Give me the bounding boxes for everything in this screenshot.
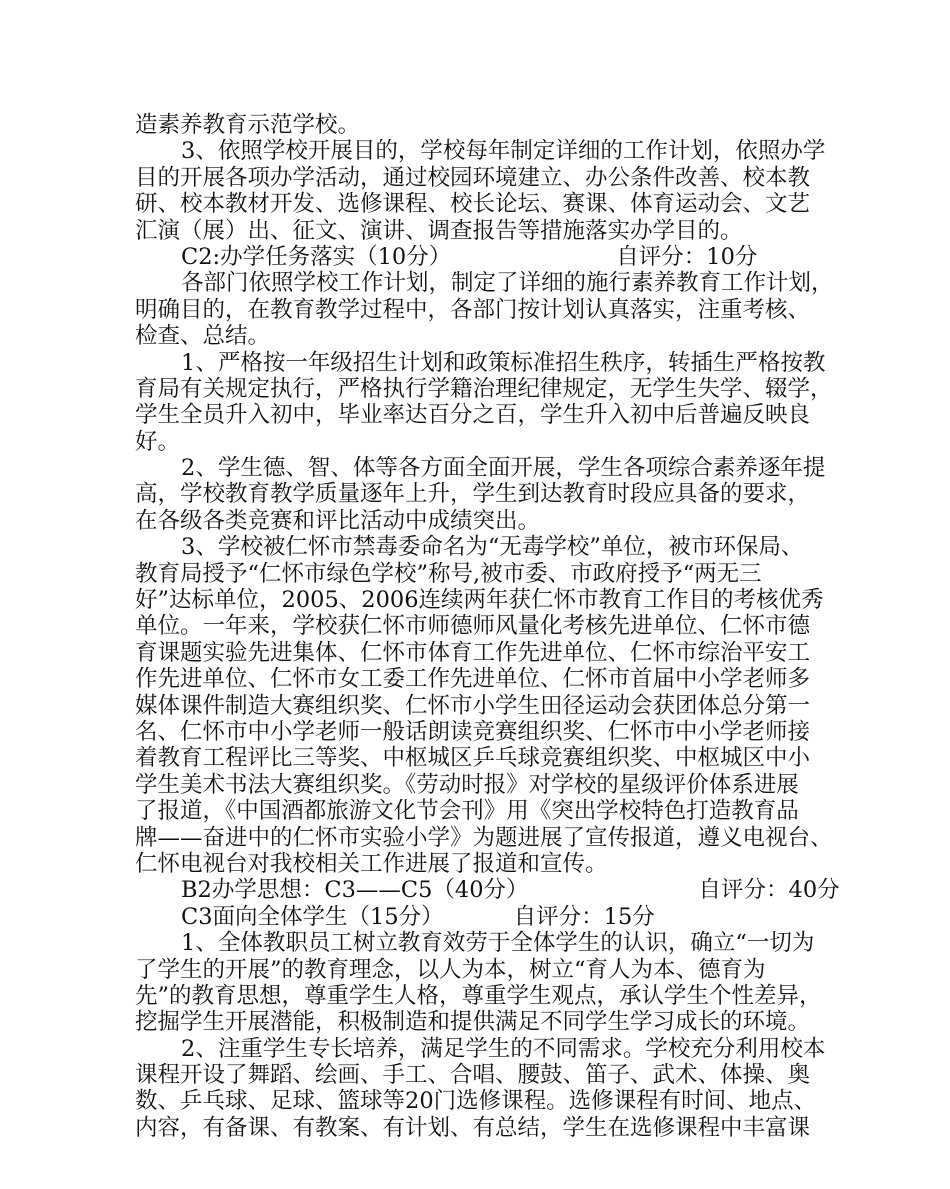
line-text: 明确目的，在教育教学过程中，各部门按计划认真落实，注重考核、 — [135, 296, 811, 323]
text-line — [135, 270, 834, 297]
line-text: 作先进单位、仁怀市女工委工作先进单位、仁怀市首届中小学老师多 — [135, 666, 811, 693]
line-text: 高，学校教育教学质量逐年上升，学生到达教育时段应具备的要求， — [135, 481, 811, 508]
line-text: B2办学思想：C3——C5（40分） — [181, 877, 529, 904]
line-text: 好”达标单位，2005、2006连续两年获仁怀市教育工作目的考核优秀 — [135, 587, 824, 614]
self-score: 自评分：10分 — [616, 243, 758, 270]
line-text: C2:办学任务落实（10分） — [181, 243, 452, 270]
text-line — [135, 508, 825, 534]
text-line — [135, 402, 825, 428]
line-text: 学生美术书法大赛组织奖。《劳动时报》对学校的星级评价体系进展 — [135, 771, 799, 798]
text-line — [135, 561, 825, 587]
text-line — [135, 534, 825, 560]
document-page — [135, 112, 840, 1141]
text-line — [135, 640, 825, 666]
text-line — [135, 613, 825, 639]
line-text: 研、校本教材开发、选修课程、校长论坛、赛课、体育运动会、文艺 — [135, 191, 811, 218]
text-line — [135, 957, 825, 983]
line-text: 先”的教育思想，尊重学生人格，尊重学生观点，承认学生个性差异， — [135, 982, 822, 1009]
text-line — [135, 798, 825, 824]
text-line — [135, 983, 825, 1009]
text-line — [135, 1115, 825, 1141]
text-line — [135, 455, 825, 481]
text-line — [135, 218, 825, 244]
line-text: 着教育工程评比三等奖、中枢城区乒乓球竞赛组织奖、中枢城区中小 — [135, 745, 811, 772]
text-line — [135, 666, 825, 692]
line-text: 2、学生德、智、体等各方面全面开展，学生各项综合素养逐年提 — [181, 455, 826, 482]
line-text: 3、学校被仁怀市禁毒委命名为“无毒学校”单位，被市环保局、 — [181, 534, 804, 561]
text-line — [135, 191, 825, 217]
line-text: 各部门依照学校工作计划，制定了详细的施行素养教育工作计划， — [181, 270, 834, 297]
text-line — [135, 138, 825, 164]
line-text: 挖掘学生开展潜能，积极制造和提供满足不同学生学习成长的环境。 — [135, 1009, 811, 1036]
line-text: 1、全体教职员工树立教育效劳于全体学生的认识，确立“一切为 — [181, 930, 815, 957]
text-line — [135, 851, 825, 877]
line-text: 学生全员升入初中，毕业率达百分之百，学生升入初中后普遍反映良 — [135, 402, 811, 429]
line-text: 了报道，《中国酒都旅游文化节会刊》用《突出学校特色打造教育品 — [135, 798, 799, 825]
line-text: 育局有关规定执行，严格执行学籍治理纪律规定，无学生失学、辍学， — [135, 375, 833, 402]
line-text: 了学生的开展”的教育理念，以人为本，树立“育人为本、德育为 — [135, 956, 766, 983]
line-text: 在各级各类竞赛和评比活动中成绩突出。 — [135, 507, 541, 534]
text-line — [135, 693, 825, 719]
line-text: 名、仁怀市中小学老师一般话朗读竞赛组织奖、仁怀市中小学老师接 — [135, 718, 811, 745]
text-line — [135, 1088, 825, 1114]
text-line — [135, 165, 825, 191]
text-line — [135, 350, 825, 376]
line-text: 3、依照学校开展目的，学校每年制定详细的工作计划，依照办学 — [181, 138, 826, 165]
line-text: 牌——奋进中的仁怀市实验小学》为题进展了宣传报道，遵义电视台、 — [135, 824, 833, 851]
line-text: 造素养教育示范学校。 — [135, 112, 361, 138]
text-line — [135, 587, 825, 613]
text-line — [135, 1009, 825, 1035]
text-line — [135, 772, 825, 798]
text-line — [135, 719, 825, 745]
text-line — [135, 1062, 825, 1088]
text-line — [135, 745, 825, 771]
line-text: 媒体课件制造大赛组织奖、仁怀市小学生田径运动会获团体总分第一 — [135, 692, 811, 719]
line-text: 单位。一年来，学校获仁怀市师德师风量化考核先进单位、仁怀市德 — [135, 613, 811, 640]
self-score: 自评分：40分 — [698, 877, 840, 904]
line-text: 仁怀电视台对我校相关工作进展了报道和宣传。 — [135, 850, 608, 877]
text-line — [135, 297, 825, 323]
text-line — [135, 429, 825, 455]
text-line — [135, 323, 825, 349]
line-text: 检查、总结。 — [135, 323, 271, 350]
text-line — [135, 904, 825, 930]
text-line — [135, 824, 833, 851]
line-text: 2、注重学生专长培养，满足学生的不同需求。学校充分利用校本 — [181, 1035, 826, 1062]
line-text: 数、乒乓球、足球、篮球等20门选修课程。选修课程有时间、地点、 — [135, 1088, 817, 1115]
self-score: 自评分：15分 — [513, 903, 655, 930]
text-line — [135, 877, 840, 904]
line-text: 内容，有备课、有教案、有计划、有总结，学生在选修课程中丰富课 — [135, 1114, 811, 1141]
line-text: 好。 — [135, 428, 181, 455]
text-line — [135, 1036, 825, 1062]
line-text: 1、严格按一年级招生计划和政策标准招生秩序，转插生严格按教 — [181, 349, 826, 376]
text-line — [135, 481, 825, 507]
text-line — [135, 244, 825, 270]
line-text: 目的开展各项办学活动，通过校园环境建立、办公条件改善、校本教 — [135, 164, 811, 191]
line-text: 育课题实验先进集体、仁怀市体育工作先进单位、仁怀市综治平安工 — [135, 639, 811, 666]
line-text: C3面向全体学生（15分） — [181, 903, 444, 930]
line-text: 汇演（展）出、征文、演讲、调查报告等措施落实办学目的。 — [135, 217, 743, 244]
text-line — [135, 112, 825, 138]
text-line — [135, 930, 825, 956]
line-text: 教育局授予“仁怀市绿色学校”称号,被市委、市政府授予“两无三 — [135, 560, 762, 587]
line-text: 课程开设了舞蹈、绘画、手工、合唱、腰鼓、笛子、武术、体操、奥 — [135, 1062, 811, 1089]
text-line — [135, 375, 833, 402]
